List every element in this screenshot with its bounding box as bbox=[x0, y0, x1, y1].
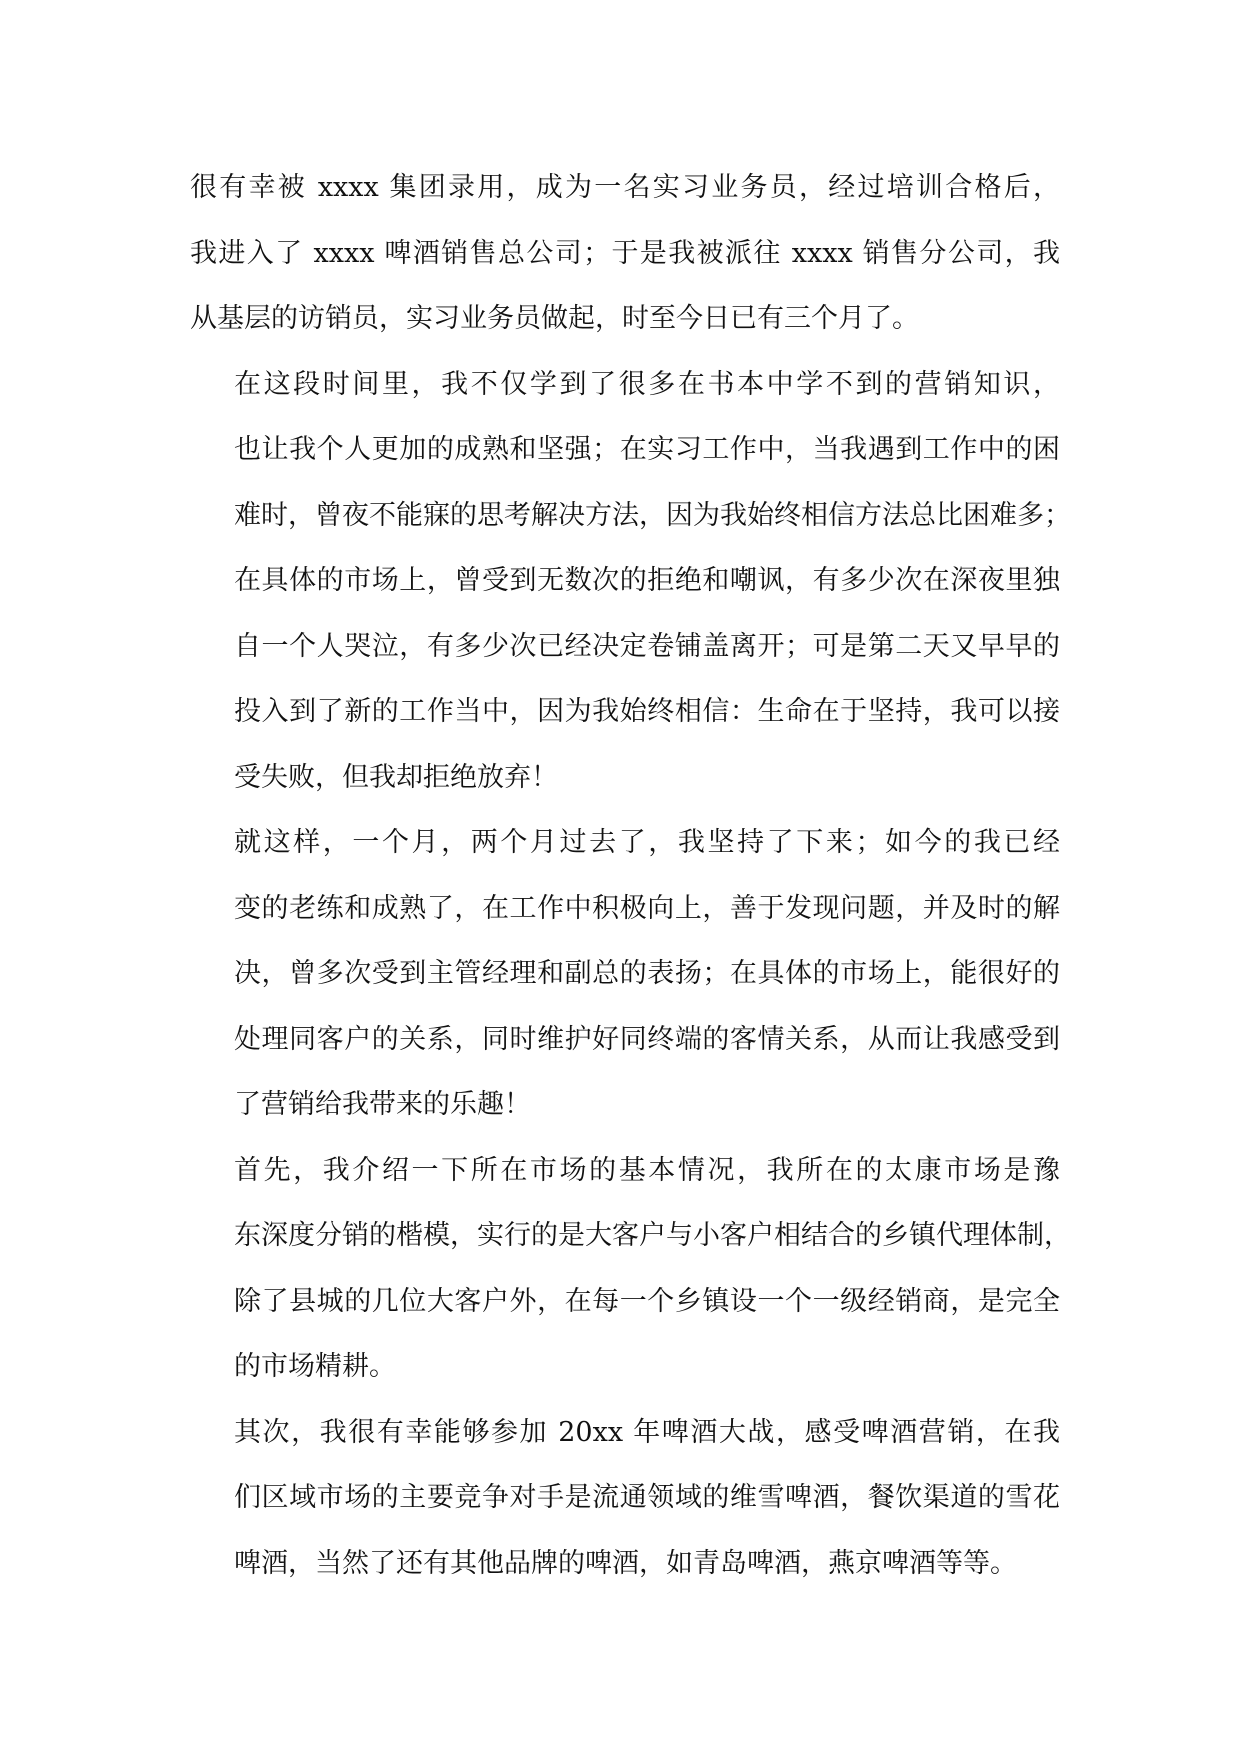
paragraph-growth bbox=[190, 810, 1060, 1138]
paragraph-market bbox=[190, 1138, 1071, 1400]
text-line: 决，曾多次受到主管经理和副总的表扬；在具体的市场上，能很好的 bbox=[234, 958, 1060, 989]
text-line: 在这段时间里，我不仅学到了很多在书本中学不到的营销知识， bbox=[234, 368, 1060, 400]
text-line: 其次，我很有幸能够参加 20xx 年啤酒大战，感受啤酒营销，在我 bbox=[234, 1416, 1060, 1448]
text-line: 东深度分销的楷模，实行的是大客户与小客户相结合的乡镇代理体制， bbox=[234, 1220, 1071, 1251]
text-line: 处理同客户的关系，同时维护好同终端的客情关系，从而让我感受到 bbox=[234, 1023, 1060, 1055]
text-line: 的市场精耕。 bbox=[234, 1351, 396, 1382]
text-line: 难时，曾夜不能寐的思考解决方法，因为我始终相信方法总比困难多； bbox=[234, 499, 1071, 531]
text-line: 我进入了 xxxx 啤酒销售总公司；于是我被派往 xxxx 销售分公司，我 bbox=[190, 237, 1060, 269]
paragraph-competition bbox=[190, 1400, 1060, 1597]
paragraph-intro bbox=[190, 155, 1060, 352]
text-line: 受失败，但我却拒绝放弃！ bbox=[234, 761, 558, 793]
text-line: 了营销给我带来的乐趣！ bbox=[234, 1089, 531, 1120]
text-line: 自一个人哭泣，有多少次已经决定卷铺盖离开；可是第二天又早早的 bbox=[234, 630, 1060, 662]
document-body bbox=[190, 155, 1071, 1596]
text-line: 从基层的访销员，实习业务员做起，时至今日已有三个月了。 bbox=[190, 303, 919, 334]
text-line: 除了县城的几位大客户外，在每一个乡镇设一个一级经销商，是完全 bbox=[234, 1285, 1060, 1317]
text-line: 啤酒，当然了还有其他品牌的啤酒，如青岛啤酒，燕京啤酒等等。 bbox=[234, 1547, 1017, 1579]
text-line: 们区域市场的主要竞争对手是流通领域的维雪啤酒，餐饮渠道的雪花 bbox=[234, 1482, 1060, 1513]
text-line: 变的老练和成熟了，在工作中积极向上，善于发现问题，并及时的解 bbox=[234, 892, 1060, 924]
paragraph-experience bbox=[190, 352, 1071, 811]
text-line: 很有幸被 xxxx 集团录用，成为一名实习业务员，经过培训合格后， bbox=[190, 172, 1060, 203]
text-line: 在具体的市场上，曾受到无数次的拒绝和嘲讽，有多少次在深夜里独 bbox=[234, 565, 1060, 596]
text-line: 投入到了新的工作当中，因为我始终相信：生命在于坚持，我可以接 bbox=[234, 696, 1060, 727]
text-line: 首先，我介绍一下所在市场的基本情况，我所在的太康市场是豫 bbox=[234, 1154, 1060, 1186]
text-line: 就这样，一个月，两个月过去了，我坚持了下来；如今的我已经 bbox=[234, 827, 1060, 858]
text-line: 也让我个人更加的成熟和坚强；在实习工作中，当我遇到工作中的困 bbox=[234, 434, 1060, 465]
